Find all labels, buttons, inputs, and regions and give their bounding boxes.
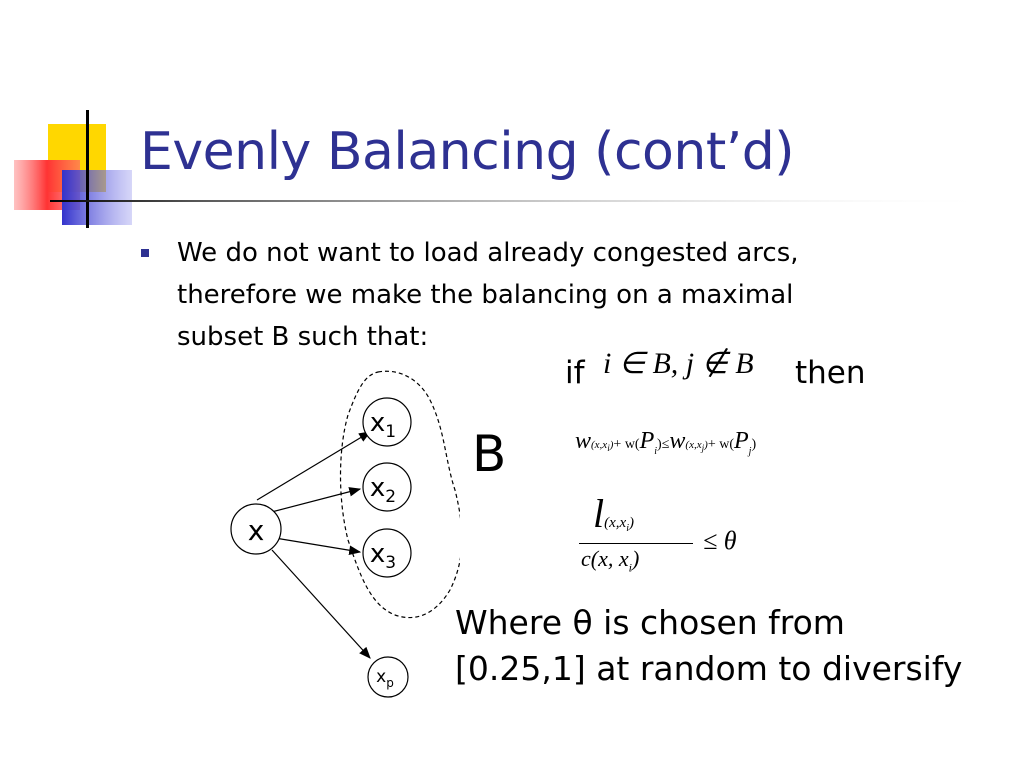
- condition-then: then: [795, 355, 866, 391]
- condition-if: if: [565, 355, 585, 391]
- ineq1-p2-sub: j: [748, 445, 752, 457]
- ineq1-lhs-sub-close: ): [609, 439, 614, 451]
- frac-num-sub-text: (x,x: [604, 515, 627, 531]
- ineq1-lhs-sub-i: i: [607, 443, 610, 454]
- deco-vertical-line: [86, 110, 89, 228]
- fraction-bar: [579, 543, 693, 544]
- condition-expression: i ∈ B, j ∉ B: [603, 347, 754, 380]
- ineq1-p2: P: [734, 428, 749, 454]
- deco-blue-square: [62, 170, 132, 225]
- fraction-numerator: [593, 490, 634, 537]
- theta-note-line-2: [0.25,1] at random to diversify: [455, 649, 963, 688]
- bullet-text: [177, 232, 937, 358]
- node-x2-base: x: [369, 473, 386, 503]
- inequality-weights: [575, 428, 756, 457]
- frac-den-text: c(x, x: [581, 546, 629, 571]
- ineq1-plus1: + w(: [613, 437, 640, 452]
- slide-title: Evenly Balancing (cont’d): [140, 122, 795, 182]
- ineq1-close1: ): [657, 437, 662, 452]
- frac-den-close: ): [631, 546, 640, 571]
- frac-num-sub: [604, 515, 634, 534]
- fraction-denominator: [581, 546, 639, 575]
- bullet-line-2: therefore we make the balancing on a maximal: [177, 280, 794, 310]
- ineq1-close2: ): [751, 437, 757, 452]
- node-xp-sub: p: [386, 676, 394, 690]
- ineq1-rhs-sub-text: (x,x: [685, 439, 702, 451]
- node-x-label: x: [247, 514, 265, 547]
- node-xp-base: x: [376, 667, 387, 687]
- ineq1-plus2: + w(: [707, 437, 734, 452]
- node-x2-sub: 2: [385, 487, 397, 507]
- frac-num-sub-i: i: [626, 523, 629, 534]
- inequality-fraction: [575, 490, 775, 590]
- ineq1-lhs-sub: [591, 439, 614, 454]
- ineq1-lhs-w: w: [575, 428, 592, 454]
- graph-diagram: [220, 360, 460, 710]
- theta-note: [455, 600, 962, 692]
- subset-label: B: [472, 425, 507, 483]
- ineq1-rhs-w: w: [669, 428, 686, 454]
- edge-x-xp: [272, 550, 370, 658]
- edge-x-x3: [275, 538, 360, 552]
- theta-note-line-1: Where θ is chosen from: [455, 603, 845, 642]
- bullet-square-icon: [141, 249, 149, 257]
- node-x3-base: x: [369, 539, 386, 569]
- ineq1-rhs-sub-close: ): [704, 439, 708, 451]
- node-x1-base: x: [369, 408, 386, 438]
- ineq1-p1: P: [639, 428, 655, 454]
- frac-num-l: l: [593, 491, 605, 536]
- edge-x-x2: [260, 489, 360, 515]
- node-x1-sub: 1: [385, 422, 397, 442]
- edge-x-x1: [257, 432, 370, 500]
- ineq1-p1-sub: i: [654, 445, 658, 457]
- frac-num-sub-close: ): [628, 515, 634, 531]
- bullet-line-3: subset B such that:: [177, 322, 429, 352]
- fraction-leq-theta: ≤ θ: [703, 526, 737, 555]
- ineq1-rhs-sub-j: j: [701, 443, 705, 454]
- node-x3-sub: 3: [385, 553, 397, 573]
- ineq1-lhs-sub-text: (x,x: [591, 439, 608, 451]
- title-underline: [50, 200, 1000, 202]
- ineq1-rhs-sub: [685, 439, 708, 454]
- frac-den-i: i: [628, 560, 632, 575]
- ineq1-leq: ≤: [661, 437, 670, 452]
- bullet-line-1: We do not want to load already congested arcs,: [177, 238, 799, 268]
